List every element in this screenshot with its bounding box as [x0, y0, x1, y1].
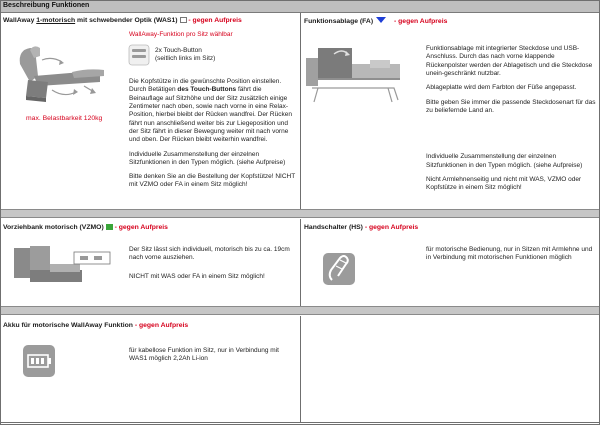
wallaway-recliner-illustration — [12, 42, 112, 112]
column-divider — [300, 219, 301, 307]
wallaway-subtitle: WallAway-Funktion pro Sitz wählbar — [129, 31, 233, 38]
akku-description: für kabellose Funktion im Sitz, nur in Verbindung mit WAS1 möglich 2,2Ah Li-ion — [129, 347, 279, 363]
vorziehbank-title: Vorziehbank motorisch (VZMO) - gegen Aufpreis — [3, 224, 168, 231]
green-marker-icon — [106, 224, 113, 230]
hand-switch-icon — [322, 252, 356, 286]
row-separator — [0, 209, 600, 218]
table-bottom-border — [0, 422, 600, 423]
akku-title: Akku für motorische WallAway Funktion - gegen Aufpreis — [3, 322, 189, 329]
funktionsablage-sofa-illustration — [304, 38, 416, 108]
funktionsablage-description: Funktionsablage mit integrierter Steckdose und USB-Anschluss. Durch das nach vorne klappende Rückenpolster werden der Ablagetisch und die Steckdose unein-geschränkt nutzbar. Ablageplatte wird dem Farbton der Füße angepasst. Bitte geben Sie immer die passende Steckdosenart für das zu beliefernde Land an. Individuelle Zusammenstellung der einzelnen Sitzfunktionen in den Typen möglich. (siehe Aufpreise) Nicht Armlehnenseitig und nicht mit WAS, VZMO oder Kopfstütze in einem Sitz möglich! — [426, 45, 596, 192]
section-header-bar — [0, 0, 600, 13]
vorziehbank-description: Der Sitz lässt sich individuell, motorisch bis zu ca. 19cm nach vorne ausziehen. NICHT mit WAS oder FA in einem Sitz möglich! — [129, 246, 290, 280]
vorziehbank-sofa-illustration — [10, 242, 114, 292]
handschalter-title: Handschalter (HS) - gegen Aufpreis — [304, 224, 419, 231]
touch-button-icon — [128, 44, 150, 66]
column-divider — [300, 13, 301, 210]
touch-button-label: 2x Touch-Button (seitlich links im Sitz) — [155, 47, 216, 63]
handschalter-description: für motorische Bedienung, nur in Sitzen mit Armlehne und in Verbindung mit motorischen Funktionen möglich — [426, 246, 593, 262]
load-capacity-label: max. Belastbarkeit 120kg — [26, 115, 103, 122]
column-divider — [300, 316, 301, 423]
wallaway-description: Die Kopfstütze in die gewünschte Position einstellen. Durch Betätigen des Touch-Buttons fährt die Beinauflage auf Sitzhöhe und der Sitz zusätzlich einige Zentimeter nach oben, sowie nach vorne in eine Relax-Position, hierbei bleibt der Rücken wandfrei. Der Rücken fährt nun anschließend weiter bis zur Liegeposition und der Sitz fährt in dieser Bewegung weiter mit nach vorne und oben. Der Rücken bleibt weiterhin wandfrei. Individuelle Zusammenstellung der einzelnen Sitzfunktionen in den Typen möglich. (siehe Aufpreise) Bitte denken Sie an die Bestellung der Kopfstütze! NICHT mit VZMO oder FA in einem Sitz möglich! — [129, 78, 296, 189]
row-separator — [0, 306, 600, 315]
dropdown-marker-icon — [376, 17, 386, 23]
section-title: Beschreibung Funktionen — [3, 2, 90, 9]
wallaway-title: WallAway 1-motorisch mit schwebender Optik (WAS1) - gegen Aufpreis — [3, 17, 242, 24]
wallaway-symbol-icon — [180, 17, 187, 23]
funktionsablage-title: Funktionsablage (FA) - gegen Aufpreis — [304, 18, 448, 25]
battery-icon — [22, 344, 56, 378]
